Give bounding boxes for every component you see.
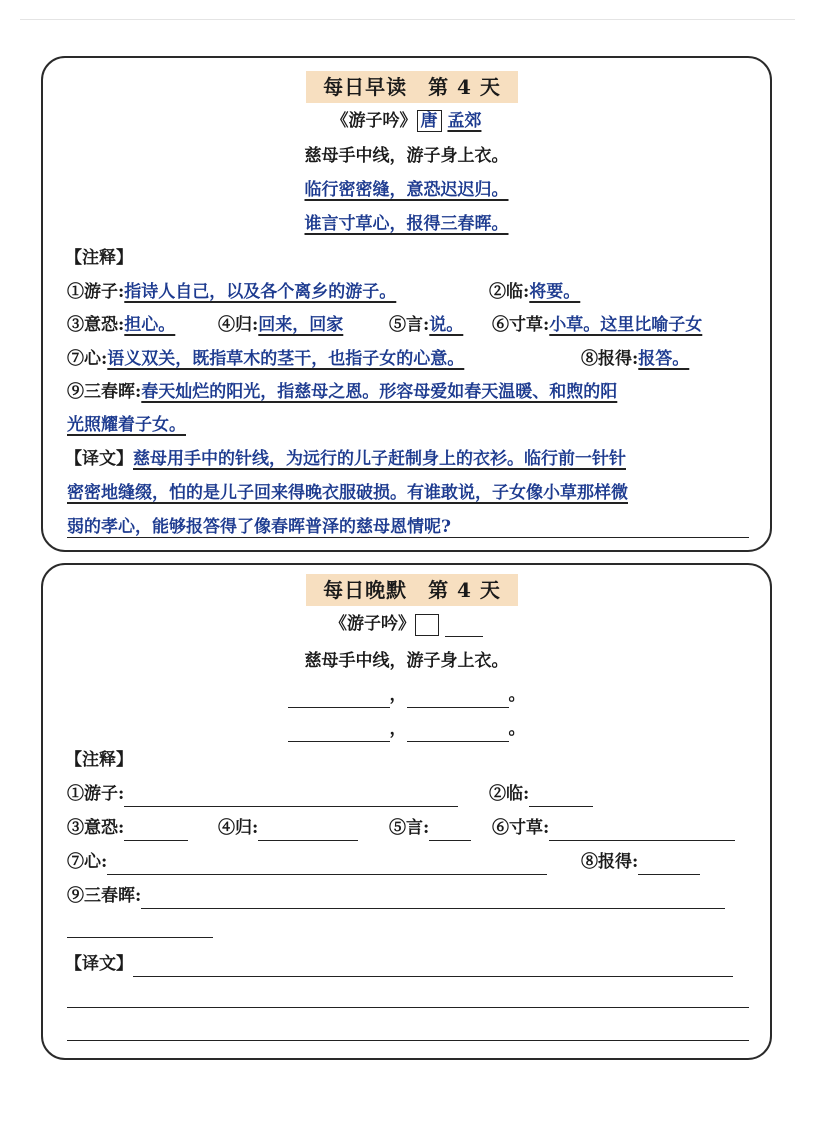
note-9-text-a: 春天灿烂的阳光，指慈母之恩。形容母爱如春天温暖、和煦的阳: [141, 382, 618, 402]
translation-underline-3: [67, 537, 749, 538]
author-blank[interactable]: [445, 616, 483, 637]
note-4-label: ④归:: [218, 315, 259, 335]
evening-title: 每日晚默 第 4 天: [306, 574, 518, 606]
line-2-period: 。: [508, 685, 526, 705]
dictation-note-5-label: ⑤言:: [389, 818, 430, 838]
line-2-comma: ，: [389, 685, 407, 705]
dictation-note-5: [389, 815, 471, 841]
translation-text-b: 密密地缝缀，怕的是儿子回来得晚衣服破损。有谁敢说，子女像小草那样微: [67, 483, 628, 503]
note-8-text: 报答。: [638, 349, 690, 369]
poem-line-1: 慈母手中线，游子身上衣。: [304, 146, 509, 166]
top-divider: [20, 19, 795, 20]
note-row-1: [67, 279, 396, 305]
dictation-note-2: [489, 781, 593, 807]
note-row-8: [581, 346, 689, 372]
translation-blank-3[interactable]: [67, 1040, 749, 1041]
note-row-7: [67, 346, 464, 372]
dictation-poem-title: 《游子吟》: [330, 614, 416, 634]
dictation-note-2-label: ②临:: [489, 784, 530, 804]
note-row-3: [67, 312, 175, 338]
line-3-blank-a[interactable]: [288, 721, 390, 742]
note-2-text: 将要。: [529, 282, 581, 302]
translation-blank-2[interactable]: [67, 1007, 749, 1008]
note-7-blank[interactable]: [107, 854, 547, 875]
note-9-blank-cont[interactable]: [67, 937, 213, 938]
note-1-label: ①游子:: [67, 282, 125, 302]
note-8-label: ⑧报得:: [581, 349, 639, 369]
note-4-text: 回来，回家: [258, 315, 344, 335]
line-3-blank-b[interactable]: [407, 721, 509, 742]
note-8-blank[interactable]: [638, 854, 700, 875]
note-row-6: [492, 312, 702, 338]
dynasty-box: 唐: [417, 110, 442, 132]
note-row-4: [218, 312, 343, 338]
dictation-translation-row: [65, 951, 733, 977]
poem-line-3: 谁言寸草心，报得三春晖。: [304, 214, 509, 234]
note-4-blank[interactable]: [258, 820, 358, 841]
line-3-comma: ，: [389, 719, 407, 739]
poem-author: 孟郊: [447, 111, 482, 131]
dictation-note-3: [67, 815, 188, 841]
dictation-poem-header: [43, 611, 770, 637]
line-2-blank-b[interactable]: [407, 687, 509, 708]
note-6-blank[interactable]: [549, 820, 735, 841]
translation-text-a: 慈母用手中的针线，为远行的儿子赶制身上的衣衫。临行前一针针: [133, 449, 626, 469]
note-7-text: 语义双关，既指草木的茎干，也指子女的心意。: [107, 349, 465, 369]
dictation-first-line: 慈母手中线，游子身上衣。: [304, 651, 509, 671]
dictation-note-7: [67, 849, 547, 875]
note-5-blank[interactable]: [429, 820, 471, 841]
note-2-label: ②临:: [489, 282, 530, 302]
line-2-blank-a[interactable]: [288, 687, 390, 708]
note-9-label: ⑨三春晖:: [67, 382, 142, 402]
note-row-2: [489, 279, 580, 305]
dictation-note-9-label: ⑨三春晖:: [67, 886, 142, 906]
poem-line-2-wrap: [43, 177, 770, 203]
note-6-text: 小草。这里比喻子女: [549, 315, 703, 335]
dictation-note-8: [581, 849, 700, 875]
poem-line-2: 临行密密缝，意恐迟迟归。: [304, 180, 509, 200]
note-row-9: [67, 379, 617, 405]
line-3-period: 。: [508, 719, 526, 739]
morning-title: 每日早读 第 4 天: [306, 71, 518, 103]
note-row-5: [389, 312, 463, 338]
dictation-notes-heading: 【注释】: [65, 750, 133, 770]
poem-title: 《游子吟》: [331, 111, 417, 131]
translation-row-1: [65, 446, 626, 472]
dictation-note-1: [67, 781, 458, 807]
dynasty-blank-box[interactable]: [415, 614, 439, 636]
morning-reading-card: [41, 56, 772, 552]
dictation-note-3-label: ③意恐:: [67, 818, 125, 838]
dictation-note-7-label: ⑦心:: [67, 852, 108, 872]
dictation-note-1-label: ①游子:: [67, 784, 125, 804]
poem-line-3-wrap: [43, 211, 770, 237]
note-2-blank[interactable]: [529, 786, 593, 807]
note-5-text: 说。: [429, 315, 464, 335]
translation-heading: 【译文】: [65, 449, 133, 469]
translation-text-c: 弱的孝心，能够报答得了像春晖普泽的慈母恩情呢?: [67, 517, 451, 537]
note-7-label: ⑦心:: [67, 349, 108, 369]
dictation-note-6: [492, 815, 735, 841]
note-3-text: 担心。: [124, 315, 176, 335]
note-9-text-b: 光照耀着子女。: [67, 415, 186, 435]
note-5-label: ⑤言:: [389, 315, 430, 335]
note-1-blank[interactable]: [124, 786, 458, 807]
note-3-blank[interactable]: [124, 820, 188, 841]
poem-header: [43, 108, 770, 134]
note-6-label: ⑥寸草:: [492, 315, 550, 335]
notes-heading: 【注释】: [65, 248, 133, 268]
note-9-blank[interactable]: [141, 888, 725, 909]
dictation-note-9: [67, 883, 725, 909]
dictation-note-4-label: ④归:: [218, 818, 259, 838]
note-row-9-cont: [67, 412, 186, 438]
evening-dictation-card: [41, 563, 772, 1060]
dictation-note-6-label: ⑥寸草:: [492, 818, 550, 838]
translation-blank-1[interactable]: [133, 956, 733, 977]
dictation-line-3: [43, 716, 770, 742]
note-3-label: ③意恐:: [67, 315, 125, 335]
dictation-translation-heading: 【译文】: [65, 954, 133, 974]
dictation-note-4: [218, 815, 358, 841]
note-1-text: 指诗人自己，以及各个离乡的游子。: [124, 282, 397, 302]
dictation-note-8-label: ⑧报得:: [581, 852, 639, 872]
dictation-line-2: [43, 682, 770, 708]
